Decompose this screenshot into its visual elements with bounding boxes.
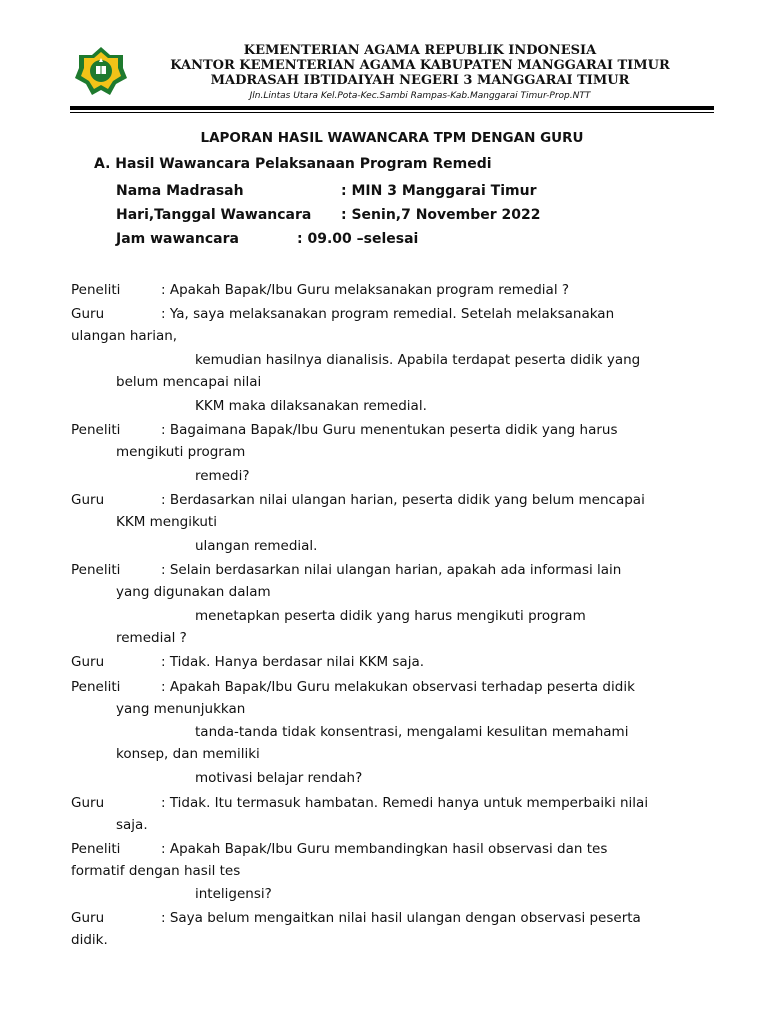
letterhead-divider-thin (70, 112, 714, 113)
letterhead-school: MADRASAH IBTIDAIYAH NEGERI 3 MANGGARAI TIMUR (210, 73, 630, 88)
dialogue-line: : Selain berdasarkan nilai ulangan harian, apakah ada informasi lain (161, 562, 622, 578)
dialogue-line: : Tidak. Itu termasuk hambatan. Remedi hanya untuk memperbaiki nilai (161, 795, 649, 811)
section-heading: A. Hasil Wawancara Pelaksanaan Program Remedi (94, 156, 492, 172)
dialogue-line: remedi? (195, 468, 250, 484)
dialogue-line: mengikuti program (116, 444, 246, 460)
letterhead-address: Jln.Lintas Utara Kel.Pota-Kec.Sambi Rampas-Kab.Manggarai Timur-Prop.NTT (249, 91, 591, 101)
dialogue-line: KKM maka dilaksanakan remedial. (195, 398, 427, 414)
speaker-label: Guru (71, 795, 105, 811)
dialogue-line: : Bagaimana Bapak/Ibu Guru menentukan peserta didik yang harus (161, 422, 618, 438)
info-value-madrasah: : MIN 3 Manggarai Timur (341, 183, 537, 199)
info-value-time: : 09.00 –selesai (297, 231, 419, 247)
dialogue-line: saja. (116, 817, 148, 833)
dialogue-line: ulangan remedial. (195, 538, 318, 554)
speaker-label: Peneliti (71, 841, 121, 857)
dialogue-line: didik. (71, 932, 108, 948)
dialogue-line: : Apakah Bapak/Ibu Guru melaksanakan program remedial ? (161, 282, 570, 298)
info-value-date: : Senin,7 November 2022 (341, 207, 541, 223)
info-label-time: Jam wawancara (116, 231, 239, 247)
dialogue-line: menetapkan peserta didik yang harus mengikuti program (195, 608, 586, 624)
speaker-label: Peneliti (71, 562, 121, 578)
dialogue-line: belum mencapai nilai (116, 374, 262, 390)
dialogue-line: : Ya, saya melaksanakan program remedial. Setelah melaksanakan (161, 306, 615, 322)
dialogue-line: remedial ? (116, 630, 187, 646)
dialogue-line: : Tidak. Hanya berdasar nilai KKM saja. (161, 654, 425, 670)
dialogue-line: : Saya belum mengaitkan nilai hasil ulangan dengan observasi peserta (161, 910, 641, 926)
dialogue-line: : Apakah Bapak/Ibu Guru membandingkan hasil observasi dan tes (161, 841, 608, 857)
speaker-label: Guru (71, 654, 105, 670)
dialogue-line: yang menunjukkan (116, 701, 246, 717)
dialogue-line: kemudian hasilnya dianalisis. Apabila terdapat peserta didik yang (195, 352, 641, 368)
info-label-madrasah: Nama Madrasah (116, 183, 244, 199)
dialogue-line: motivasi belajar rendah? (195, 770, 363, 786)
report-title: LAPORAN HASIL WAWANCARA TPM DENGAN GURU (200, 130, 584, 146)
letterhead-divider (70, 106, 714, 110)
dialogue-line: KKM mengikuti (116, 514, 217, 530)
dialogue-line: ulangan harian, (71, 328, 178, 344)
dialogue-line: tanda-tanda tidak konsentrasi, mengalami kesulitan memahami (195, 724, 629, 740)
speaker-label: Peneliti (71, 282, 121, 298)
speaker-label: Guru (71, 306, 105, 322)
speaker-label: Guru (71, 492, 105, 508)
letterhead-ministry: KEMENTERIAN AGAMA REPUBLIK INDONESIA (243, 43, 597, 58)
dialogue-line: : Berdasarkan nilai ulangan harian, peserta didik yang belum mencapai (161, 492, 645, 508)
dialogue-line: : Apakah Bapak/Ibu Guru melakukan observasi terhadap peserta didik (161, 679, 635, 695)
speaker-label: Peneliti (71, 422, 121, 438)
speaker-label: Peneliti (71, 679, 121, 695)
dialogue-line: inteligensi? (195, 886, 272, 902)
dialogue-line: formatif dengan hasil tes (71, 863, 241, 879)
info-label-date: Hari,Tanggal Wawancara (116, 207, 312, 223)
letterhead-office: KANTOR KEMENTERIAN AGAMA KABUPATEN MANGGARAI TIMUR (170, 58, 670, 73)
speaker-label: Guru (71, 910, 105, 926)
dialogue-line: yang digunakan dalam (116, 584, 271, 600)
dialogue-line: konsep, dan memiliki (116, 746, 260, 762)
